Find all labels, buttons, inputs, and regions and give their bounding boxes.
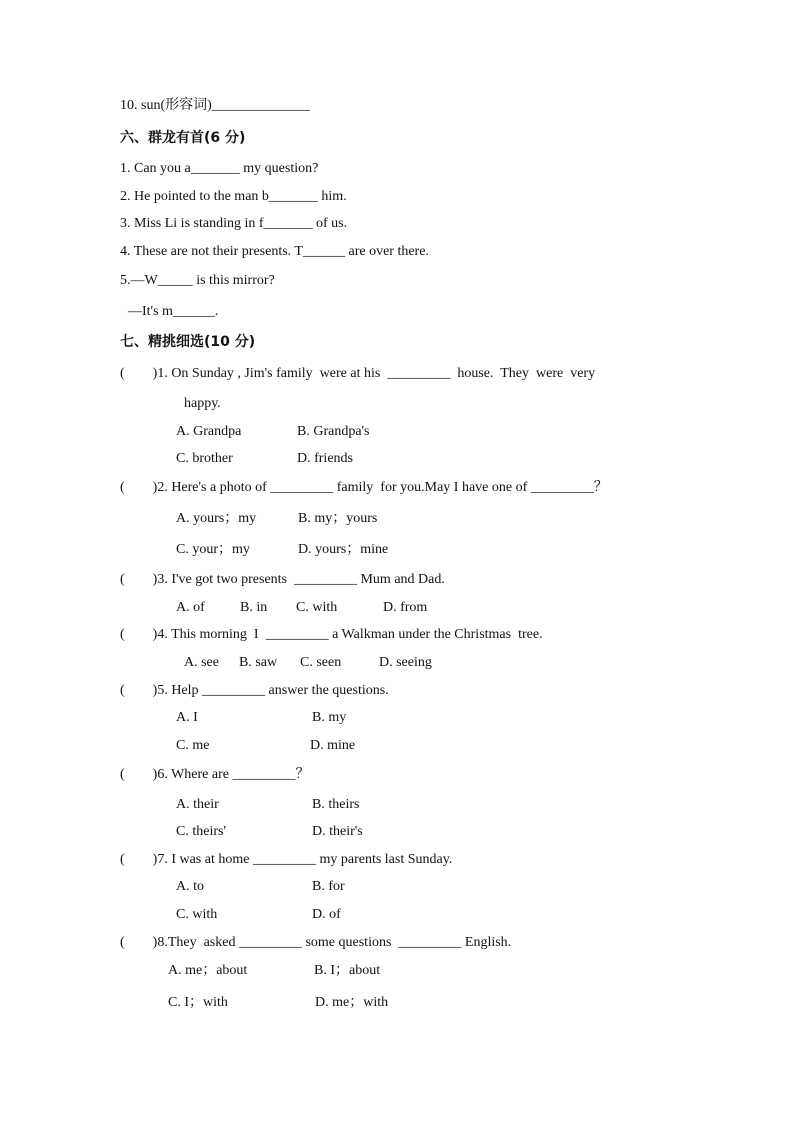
line-10: 10. sun(形容词)______________ xyxy=(120,98,310,113)
fill-item-3: 3. Miss Li is standing in f_______ of us. xyxy=(120,216,348,231)
q1-option-d: D. friends xyxy=(297,451,353,466)
q7-option-a: A. to xyxy=(176,879,204,894)
q5-option-c: C. me xyxy=(176,738,210,753)
question-3-stem: ( )3. I've got two presents _________ Mum and Dad. xyxy=(120,572,445,587)
q2-option-a: A. yours；my xyxy=(176,511,257,526)
fill-item-2: 2. He pointed to the man b_______ him. xyxy=(120,189,347,204)
question-6-stem: ( )6. Where are _________？ xyxy=(120,767,310,782)
q6-option-b: B. theirs xyxy=(312,797,360,812)
q8-option-c: C. I；with xyxy=(168,995,228,1010)
q4-option-c: C. seen xyxy=(300,655,342,670)
fill-item-5-answer: —It's m______. xyxy=(128,304,219,319)
fill-item-5: 5.—W_____ is this mirror? xyxy=(120,273,275,288)
q3-option-a: A. of xyxy=(176,600,205,615)
question-8-stem: ( )8.They asked _________ some questions _________ English. xyxy=(120,935,512,950)
question-1-stem-cont: happy. xyxy=(184,396,221,411)
q5-option-d: D. mine xyxy=(310,738,356,753)
q8-option-b: B. I；about xyxy=(314,963,381,978)
fill-item-1: 1. Can you a_______ my question? xyxy=(120,161,319,176)
question-5-stem: ( )5. Help _________ answer the questions. xyxy=(120,683,389,698)
question-4-stem: ( )4. This morning I _________ a Walkman under the Christmas tree. xyxy=(120,627,543,642)
question-2-stem: ( )2. Here's a photo of _________ family for you.May I have one of _________？ xyxy=(120,480,608,495)
q1-option-c: C. brother xyxy=(176,451,233,466)
q2-option-d: D. yours；mine xyxy=(298,542,389,557)
q5-option-a: A. I xyxy=(176,710,198,725)
q6-option-a: A. their xyxy=(176,797,219,812)
fill-item-4: 4. These are not their presents. T______ are over there. xyxy=(120,244,429,259)
question-1-stem: ( )1. On Sunday , Jim's family were at his _________ house. They were very xyxy=(120,366,596,381)
q6-option-d: D. their's xyxy=(312,824,363,839)
q4-option-a: A. see xyxy=(184,655,219,670)
q8-option-a: A. me；about xyxy=(168,963,248,978)
q3-option-d: D. from xyxy=(383,600,428,615)
q3-option-c: C. with xyxy=(296,600,338,615)
q8-option-d: D. me；with xyxy=(315,995,389,1010)
q1-option-b: B. Grandpa's xyxy=(297,424,370,439)
q2-option-c: C. your；my xyxy=(176,542,250,557)
q6-option-c: C. theirs' xyxy=(176,824,226,839)
q4-option-b: B. saw xyxy=(239,655,278,670)
q7-option-b: B. for xyxy=(312,879,345,894)
section-6-heading: 六、群龙有首(6 分) xyxy=(120,130,246,146)
question-7-stem: ( )7. I was at home _________ my parents last Sunday. xyxy=(120,852,453,867)
q5-option-b: B. my xyxy=(312,710,347,725)
q7-option-c: C. with xyxy=(176,907,218,922)
q4-option-d: D. seeing xyxy=(379,655,432,670)
q3-option-b: B. in xyxy=(240,600,268,615)
section-7-heading: 七、精挑细选(10 分) xyxy=(120,334,256,350)
q2-option-b: B. my；yours xyxy=(298,511,378,526)
q1-option-a: A. Grandpa xyxy=(176,424,242,439)
q7-option-d: D. of xyxy=(312,907,341,922)
